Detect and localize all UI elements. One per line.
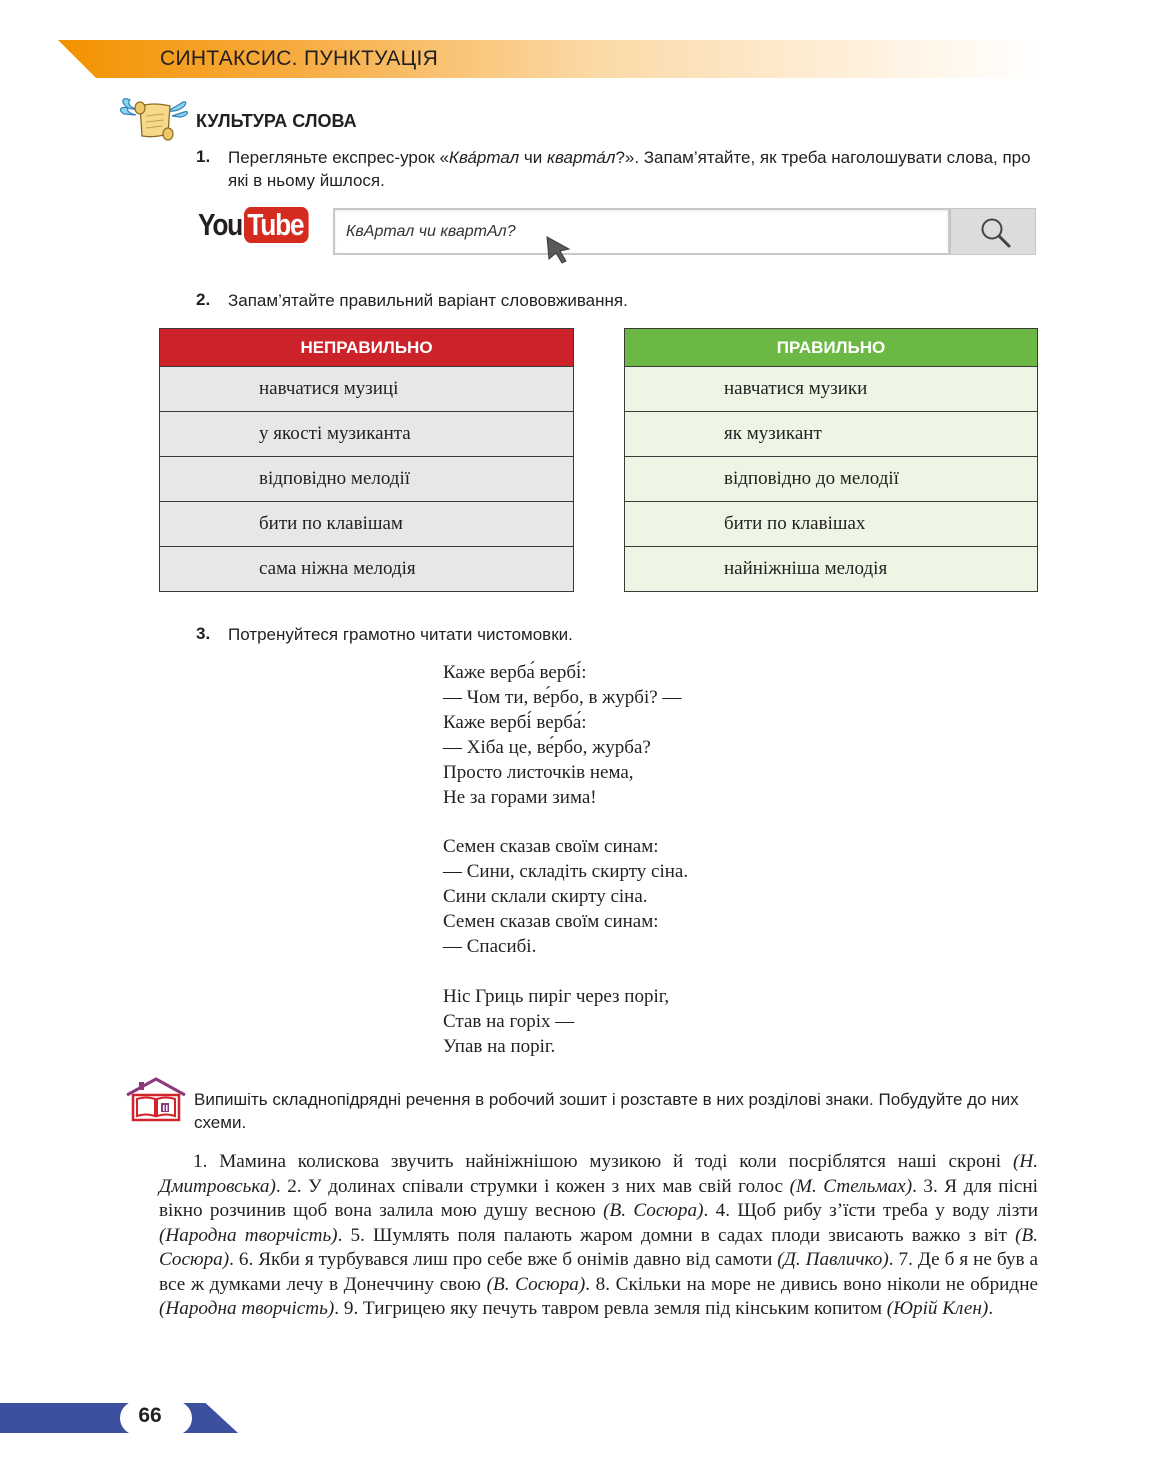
table-row: [160, 502, 574, 547]
exercise-paragraph: [159, 1150, 1038, 1322]
table-cell: найніжніша мелодія: [625, 547, 1038, 592]
sentence-text: . 4. Щоб рибу з’їсти треба у воду лізти: [703, 1200, 1038, 1221]
poem-line: Каже верба́ вербі́:: [443, 662, 587, 683]
table-cell: бити по клавішам: [160, 502, 574, 547]
sentence-source: (В. Сосюра): [159, 1224, 1038, 1270]
task-1-text-part: чи: [519, 148, 547, 167]
culture-heading: КУЛЬТУРА СЛОВА: [196, 111, 357, 131]
task-3-text: Потренуйтеся грамотно читати чистомовки.: [228, 625, 573, 644]
table-cell: як музикант: [625, 412, 1038, 457]
task-1-word-1: Ква́ртал: [448, 148, 520, 167]
poem-line: Семен сказав своїм синам:: [443, 911, 659, 932]
sentence-text: . 3. Я для пісні вікно розчинив щоб вона залила мою душу весною: [159, 1175, 1038, 1221]
table-row: [160, 457, 574, 502]
table-cell: бити по клавішах: [625, 502, 1038, 547]
search-input-value: КвАртал чи квартАл?: [346, 223, 516, 240]
poem-line: — Чом ти, ве́рбо, в журбі? —: [443, 687, 682, 708]
sentence-source: (Н. Дмитровська): [159, 1151, 1038, 1197]
sentence-text: . 7. Де б я не був а все ж думками лечу в Донеччину свою: [159, 1249, 1038, 1295]
table-row: [625, 457, 1038, 502]
poem-line: Семен сказав своїм синам:: [443, 836, 659, 857]
homework-house-icon: [125, 1077, 187, 1123]
poem-line: Сини склали скирту сіна.: [443, 886, 648, 907]
sentence-text: . 5. Шумлять поля палають жаром домни в садах плоди звисають важко з віт: [337, 1224, 1016, 1246]
pointer-arrow-icon: [545, 235, 575, 265]
tongue-twister-3: [443, 984, 669, 1059]
sentence-source: (В. Сосюра): [486, 1273, 586, 1295]
table-cell: навчатися музиці: [160, 367, 574, 412]
poem-line: — Спасибі.: [443, 936, 537, 957]
task-1-text-part: ?». Запам’ятайте, як треба наголошувати слова, про які в ньому йшлося.: [228, 148, 1031, 190]
scroll-wings-icon: [118, 94, 190, 146]
table-row: [160, 412, 574, 457]
poem-line: Просто листочків нема,: [443, 762, 634, 783]
wrong-usage-table: [159, 328, 574, 592]
sentence-source: (Народна творчість): [159, 1224, 338, 1246]
poem-line: Упав на поріг.: [443, 1036, 556, 1057]
youtube-logo: [198, 207, 320, 243]
poem-line: Ніс Гриць пиріг через поріг,: [443, 986, 670, 1007]
poem-line: Став на горіх —: [443, 1011, 575, 1032]
table-cell: відповідно мелодії: [160, 457, 574, 502]
search-button[interactable]: [950, 208, 1036, 255]
table-cell: відповідно до мелодії: [625, 457, 1038, 502]
poem-line: — Хіба це, ве́рбо, журба?: [443, 737, 651, 758]
magnifier-icon: [951, 209, 1037, 256]
page-number: 66: [138, 1404, 162, 1427]
task-2-number: 2.: [196, 290, 211, 309]
table-cell: навчатися музики: [625, 367, 1038, 412]
tongue-twister-2: [443, 834, 688, 959]
sentence-text: . 6. Якби я турбувався лиш про себе вже б онімів давно від самоти: [229, 1249, 778, 1270]
youtube-logo-you: You: [198, 207, 242, 242]
sentence-text: 1. Мамина колискова звучить найніжнішою музикою й тоді коли посріблятся наші скроні: [193, 1151, 1013, 1172]
sentence-source: (М. Стельмах): [789, 1175, 913, 1197]
right-table-header: ПРАВИЛЬНО: [625, 329, 1038, 367]
table-row: [625, 547, 1038, 592]
sentence-text: . 8. Скільки на море не дивись воно ніколи не обридне: [585, 1273, 1038, 1295]
table-row: [160, 367, 574, 412]
sentence-text: . 2. У долинах співали струмки і кожен з них мав свій голос: [275, 1175, 790, 1197]
sentence-text: . 9. Тигрицею яку печуть тавром ревла земля під кінським копитом: [334, 1298, 887, 1319]
table-row: [625, 367, 1038, 412]
table-cell: сама ніжна мелодія: [160, 547, 574, 592]
youtube-logo-tube: Tube: [244, 207, 308, 243]
exercise-instruction: Випишіть складнопідрядні речення в робочий зошит і розставте в них розділові знаки. Побудуйте до них схеми.: [194, 1090, 1019, 1132]
poem-line: — Сини, складіть скирту сіна.: [443, 861, 689, 882]
task-1-text: [228, 146, 1040, 192]
table-cell: у якості музиканта: [160, 412, 574, 457]
poem-line: Не за горами зима!: [443, 787, 597, 808]
exercise-sentences: [159, 1150, 1038, 1322]
task-2-text: Запам’ятайте правильний варіант слововживання.: [228, 291, 628, 310]
sentence-source: (В. Сосюра): [603, 1200, 704, 1221]
wrong-table-header: НЕПРАВИЛЬНО: [160, 329, 574, 367]
poem-line: Каже вербі́ верба́:: [443, 712, 587, 733]
right-usage-table: [624, 328, 1038, 592]
table-row: [625, 502, 1038, 547]
sentence-source: (Д. Павличко): [777, 1249, 889, 1270]
task-1-number: 1.: [196, 147, 211, 166]
task-1-text-part: Перегляньте експрес-урок «: [228, 148, 449, 167]
tongue-twister-1: [443, 660, 681, 810]
sentence-text: .: [988, 1298, 994, 1319]
sentence-source: (Юрій Клен): [886, 1298, 989, 1319]
task-1-word-2: кварта́л: [546, 148, 616, 167]
footer-arrow: [188, 1403, 238, 1433]
task-3-number: 3.: [196, 624, 211, 643]
table-row: [625, 412, 1038, 457]
table-row: [160, 547, 574, 592]
section-title: СИНТАКСИС. ПУНКТУАЦІЯ: [160, 47, 439, 70]
sentence-source: (Народна творчість): [159, 1298, 335, 1319]
